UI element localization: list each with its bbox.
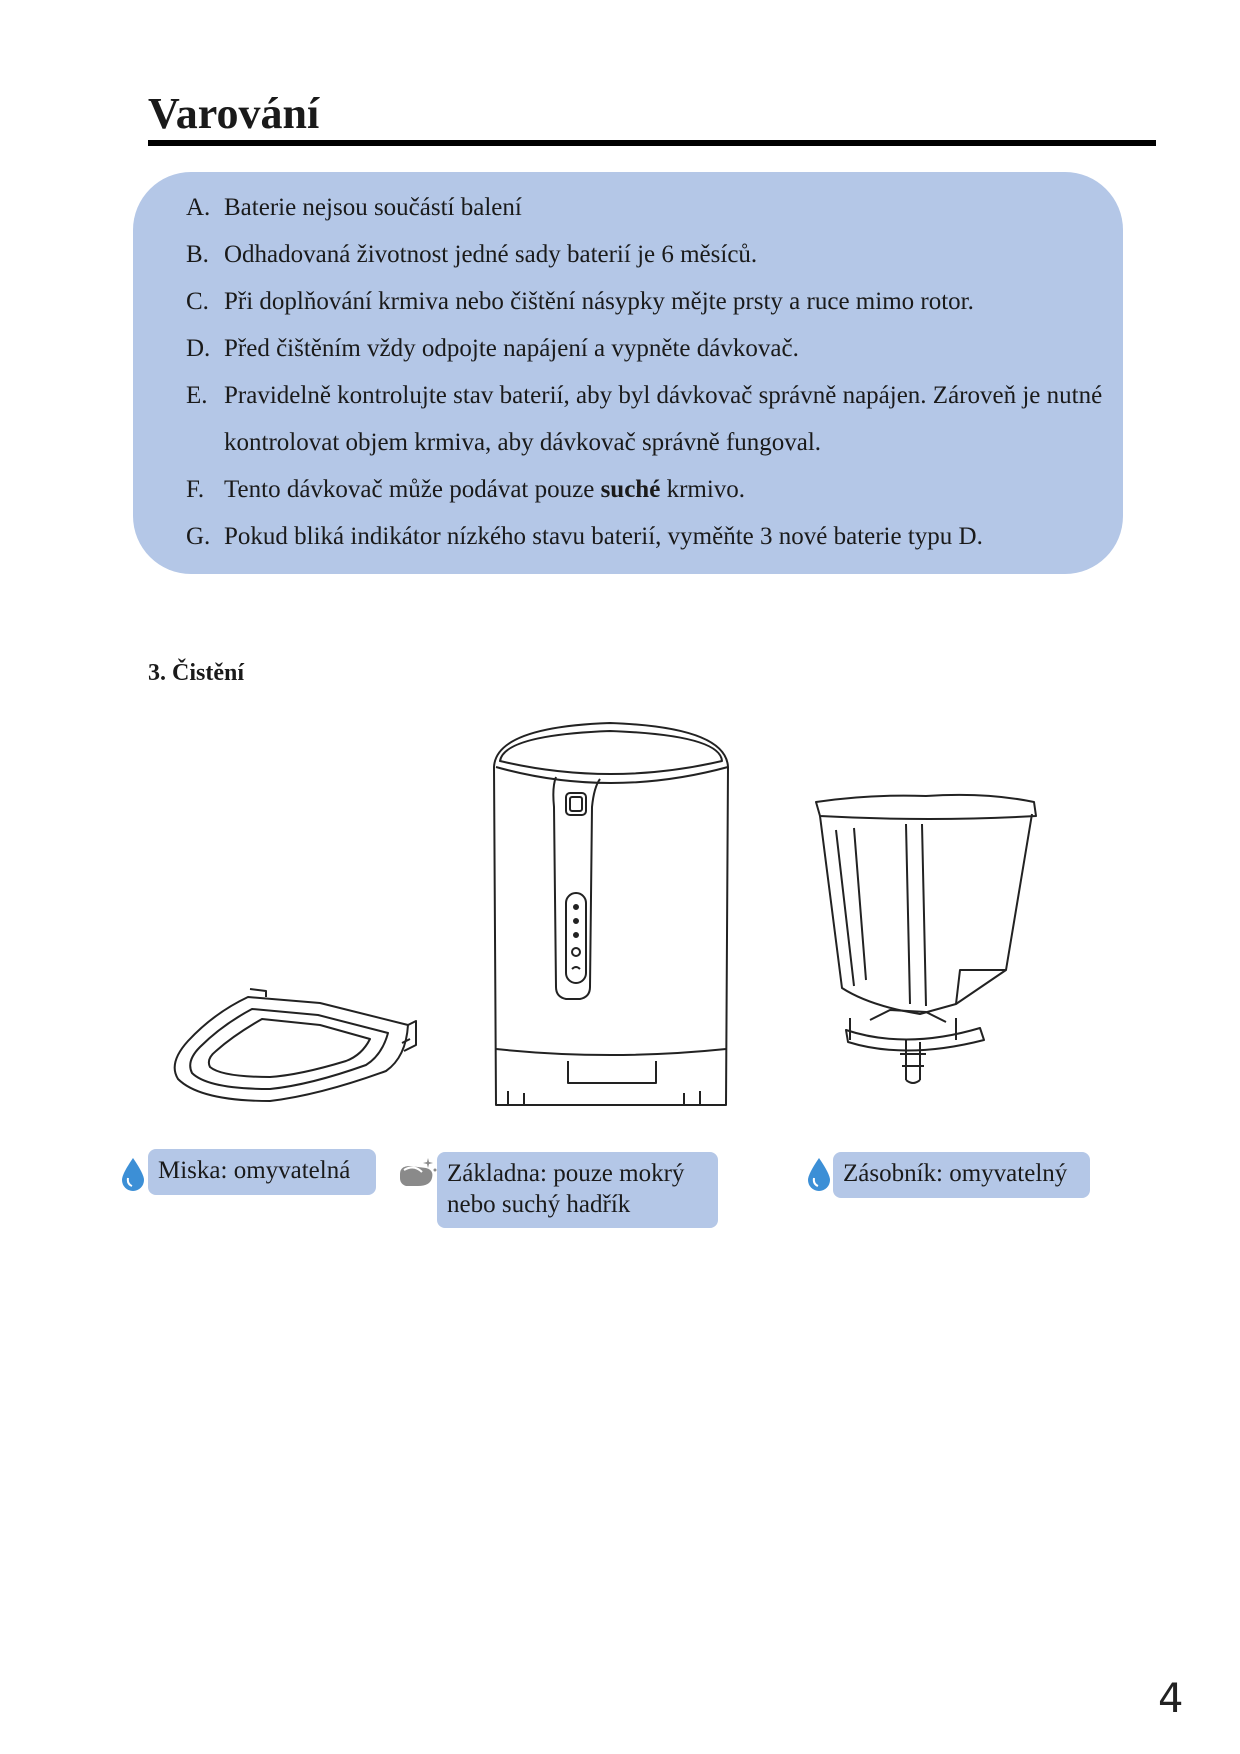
warning-text: Odhadovaná životnost jedné sady baterií je 6 měsíců. bbox=[224, 241, 758, 268]
bowl-illustration bbox=[170, 985, 422, 1105]
warning-text: Baterie nejsou součástí balení bbox=[224, 194, 522, 221]
warning-text-emphasis: suché bbox=[600, 476, 661, 503]
warning-marker: C. bbox=[186, 288, 209, 315]
warning-marker: F. bbox=[186, 476, 205, 503]
hopper-illustration bbox=[810, 790, 1046, 1096]
warning-marker: D. bbox=[186, 335, 211, 362]
warning-item bbox=[186, 513, 1116, 560]
bowl-label-text: Miska: omyvatelná bbox=[158, 1157, 351, 1184]
hopper-label bbox=[833, 1152, 1090, 1198]
warning-text: Pravidelně kontrolujte stav baterií, aby byl dávkovač správně napájen. Zároveň je nutné kontrolovat objem krmiva, aby dávkovač správně fungoval. bbox=[224, 382, 1103, 456]
hopper-label-text: Zásobník: omyvatelný bbox=[843, 1160, 1068, 1187]
warning-list bbox=[186, 184, 1116, 560]
warning-item bbox=[186, 325, 1116, 372]
warning-text-start: Tento dávkovač může podávat pouze bbox=[224, 476, 601, 503]
section-title: 3. Čistění bbox=[148, 660, 244, 686]
water-drop-icon bbox=[120, 1156, 146, 1192]
base-label bbox=[437, 1152, 718, 1228]
warning-text: Před čištěním vždy odpojte napájení a vypněte dávkovač. bbox=[224, 335, 799, 362]
title-underline bbox=[148, 140, 1156, 146]
warning-text: Pokud bliká indikátor nízkého stavu baterií, vyměňte 3 nové baterie typu D. bbox=[224, 523, 983, 550]
feeder-base-illustration bbox=[488, 717, 734, 1117]
page-number: 4 bbox=[1158, 1676, 1184, 1722]
base-label-line1: Základna: pouze mokrý bbox=[447, 1160, 685, 1187]
warning-item bbox=[186, 466, 1116, 513]
warning-item bbox=[186, 231, 1116, 278]
warning-marker: E. bbox=[186, 382, 208, 409]
warning-marker: A. bbox=[186, 194, 211, 221]
warning-marker: G. bbox=[186, 523, 211, 550]
water-drop-icon bbox=[806, 1156, 832, 1192]
warning-text-end: krmivo. bbox=[660, 476, 746, 503]
warning-marker: B. bbox=[186, 241, 209, 268]
bowl-label bbox=[148, 1149, 376, 1195]
warning-item bbox=[186, 372, 1116, 466]
warning-item bbox=[186, 278, 1116, 325]
warning-item bbox=[186, 184, 1116, 231]
page-title: Varování bbox=[148, 89, 320, 138]
base-label-line2: nebo suchý hadřík bbox=[447, 1191, 631, 1218]
wipe-cloth-icon bbox=[396, 1154, 438, 1190]
warning-text: Při doplňování krmiva nebo čištění násypky mějte prsty a ruce mimo rotor. bbox=[224, 288, 974, 315]
